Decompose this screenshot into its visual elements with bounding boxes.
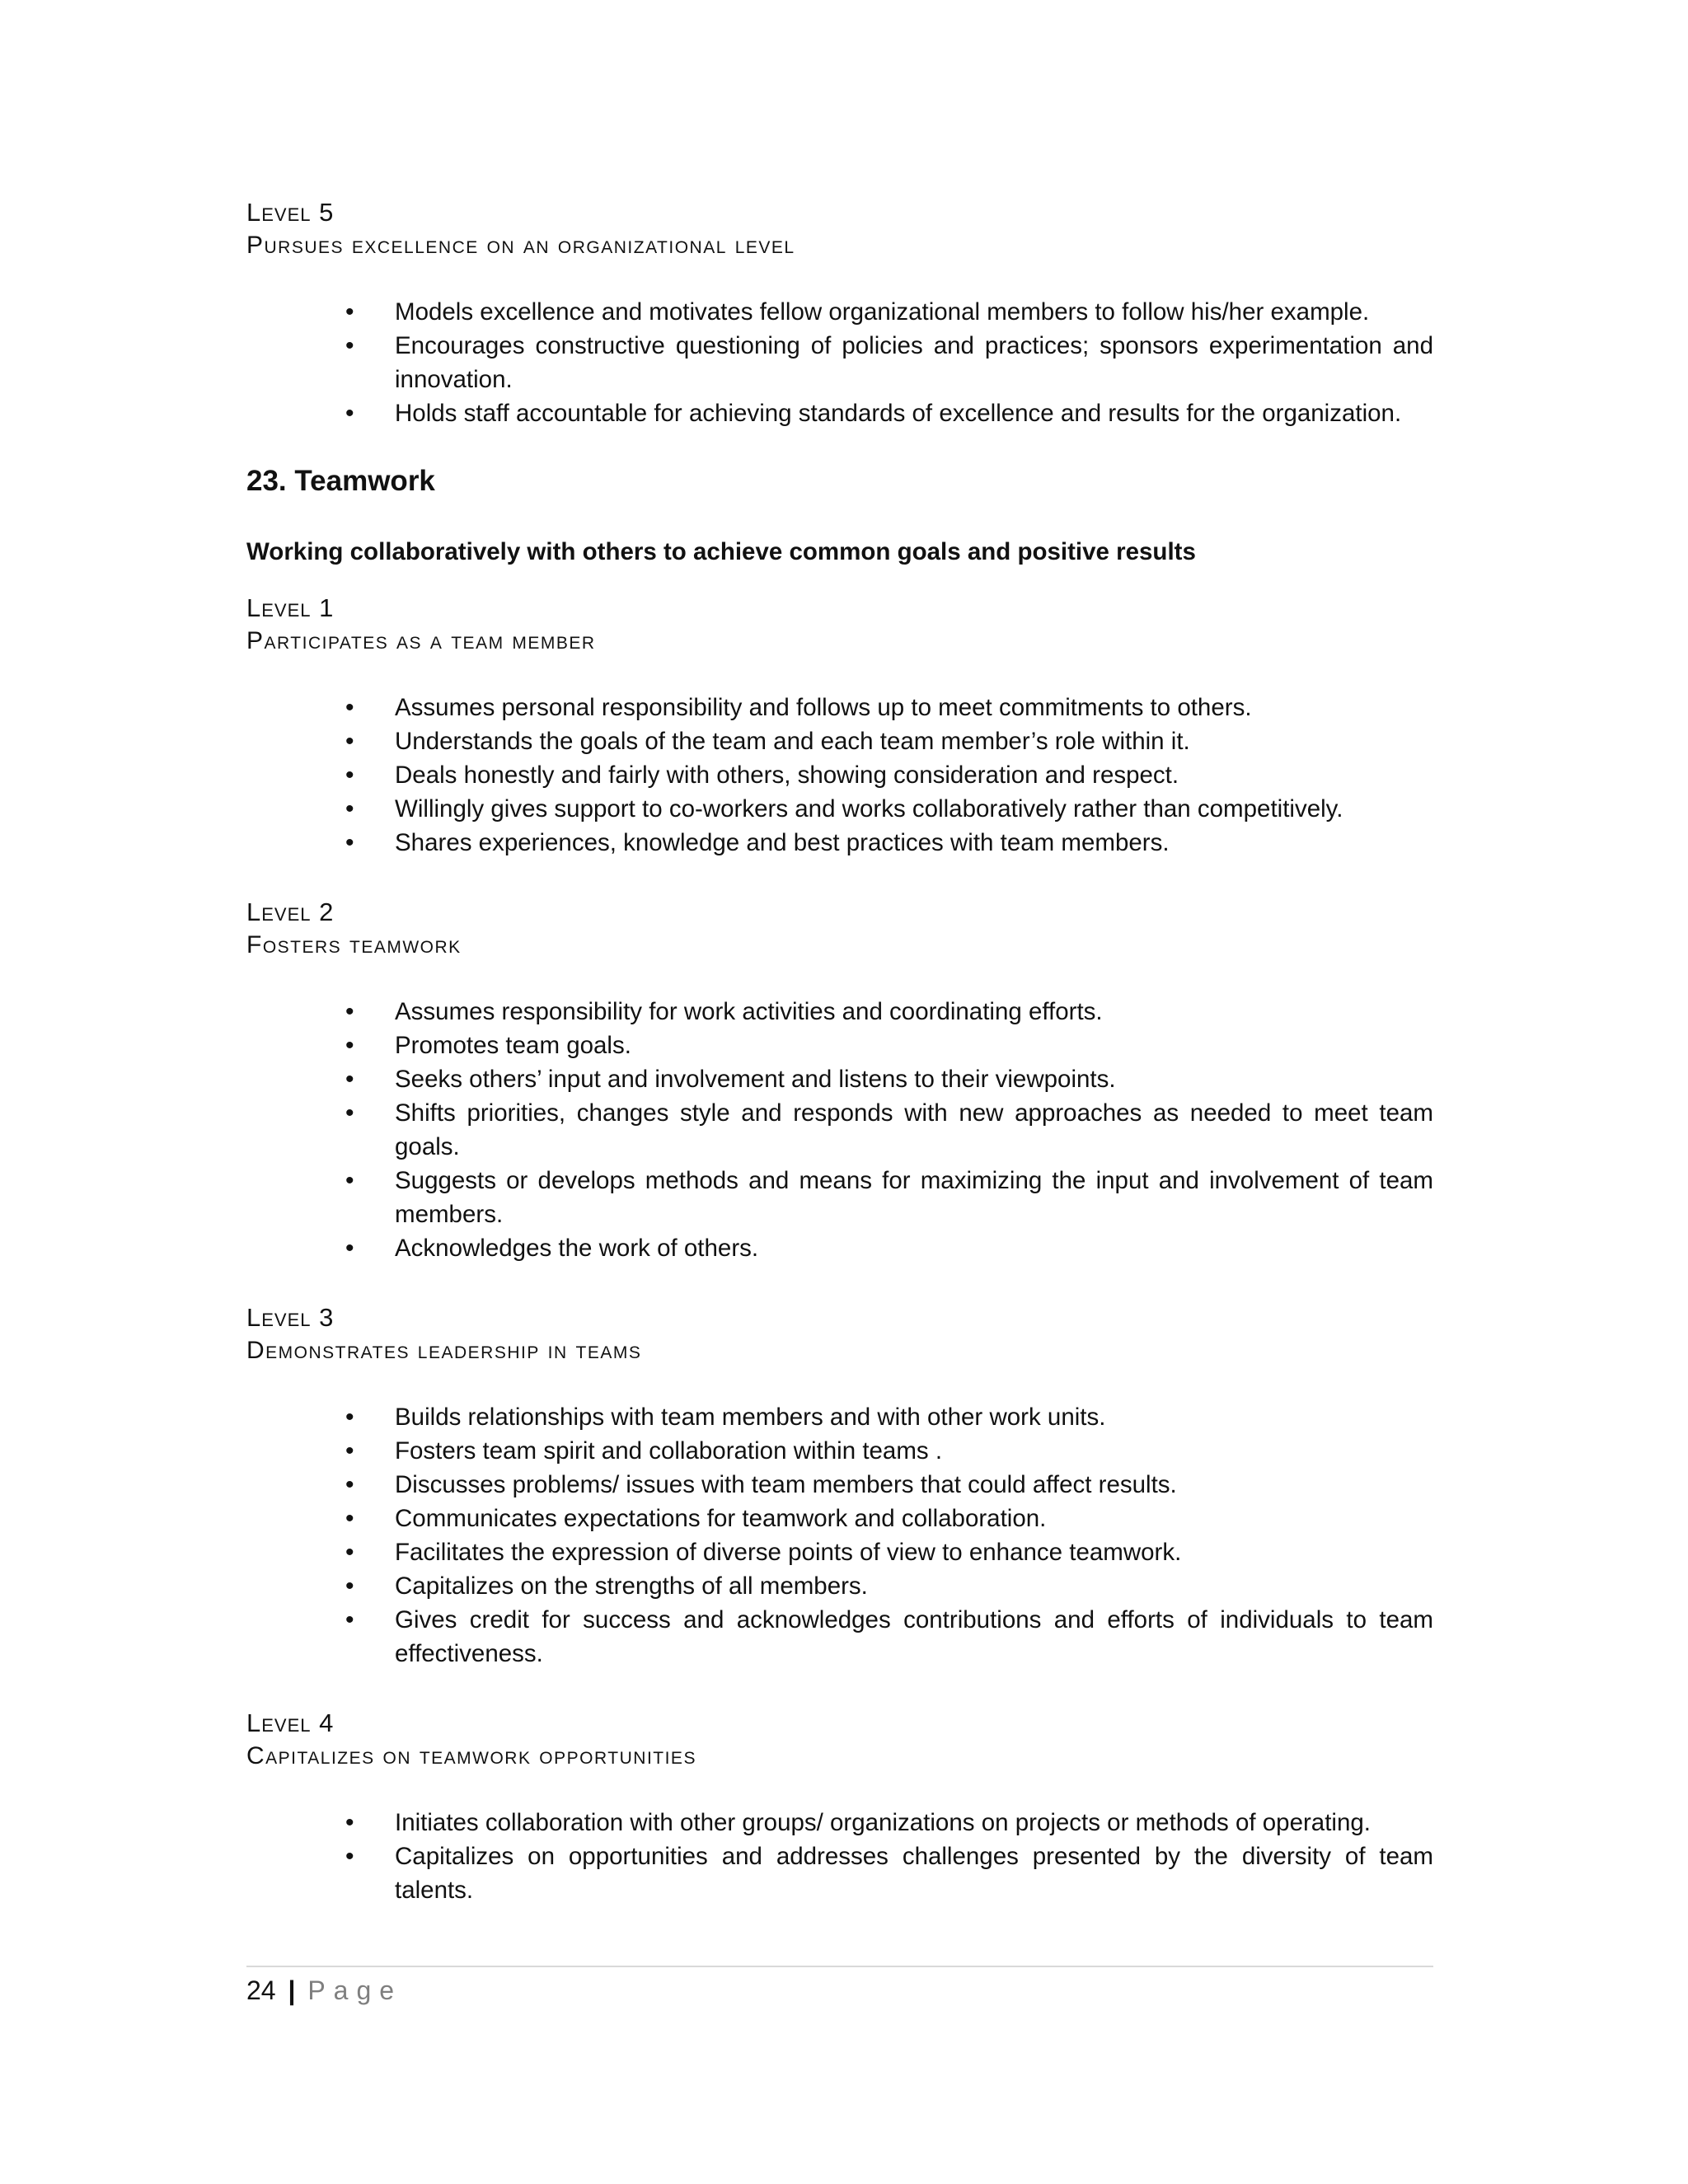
page-separator: | (288, 1975, 296, 2005)
level-title: Fosters teamwork (246, 931, 462, 958)
level-block-2 (246, 896, 1433, 1265)
level-number: Level 3 (246, 1303, 335, 1332)
level-bullet-list (246, 995, 1433, 1265)
list-item: • Builds relationships with team members and with other work units. (246, 1400, 1433, 1434)
level-bullet-list (246, 691, 1433, 860)
level-bullet-list (246, 1400, 1433, 1671)
list-item: • Promotes team goals. (246, 1029, 1433, 1062)
level-block-4 (246, 1707, 1433, 1907)
level-block-3 (246, 1301, 1433, 1671)
section-title: 23. Teamwork (246, 465, 435, 497)
page-content (246, 196, 1433, 1907)
level-title: Pursues excellence on an organizational level (246, 232, 795, 259)
list-item: • Seeks others’ input and involvement and listens to their viewpoints. (246, 1062, 1433, 1096)
page-number-label (246, 1974, 1433, 2007)
list-item: • Shifts priorities, changes style and responds with new approaches as needed to meet team goals. (246, 1096, 1433, 1164)
section-description: Working collaboratively with others to achieve common goals and positive results (246, 538, 1196, 565)
level-bullet-list (246, 1806, 1433, 1907)
list-item: • Suggests or develops methods and means for maximizing the input and involvement of team members. (246, 1164, 1433, 1231)
list-item: • Models excellence and motivates fellow organizational members to follow his/her example. (246, 295, 1433, 329)
list-item: • Fosters team spirit and collaboration within teams . (246, 1434, 1433, 1468)
list-item: • Assumes personal responsibility and follows up to meet commitments to others. (246, 691, 1433, 724)
level-number: Level 2 (246, 898, 335, 926)
list-item: • Initiates collaboration with other groups/ organizations on projects or methods of operating. (246, 1806, 1433, 1840)
list-item: • Shares experiences, knowledge and best practices with team members. (246, 826, 1433, 860)
list-item: • Deals honestly and fairly with others, showing consideration and respect. (246, 758, 1433, 792)
list-item: • Willingly gives support to co-workers and works collaboratively rather than competitively. (246, 792, 1433, 826)
list-item: • Assumes responsibility for work activities and coordinating efforts. (246, 995, 1433, 1029)
list-item: • Acknowledges the work of others. (246, 1231, 1433, 1265)
list-item: • Encourages constructive questioning of policies and practices; sponsors experimentation and innovation. (246, 329, 1433, 396)
level-bullet-list (246, 295, 1433, 430)
level-title: Participates as a team member (246, 627, 596, 654)
level-number: Level 5 (246, 198, 335, 227)
list-item: • Understands the goals of the team and each team member’s role within it. (246, 724, 1433, 758)
list-item: • Holds staff accountable for achieving standards of excellence and results for the organization. (246, 396, 1433, 430)
list-item: • Facilitates the expression of diverse points of view to enhance teamwork. (246, 1535, 1433, 1569)
level-title: Capitalizes on teamwork opportunities (246, 1742, 696, 1769)
page-footer (246, 1966, 1433, 2007)
footer-divider (246, 1966, 1433, 1967)
list-item: • Capitalizes on the strengths of all members. (246, 1569, 1433, 1603)
list-item: • Discusses problems/ issues with team members that could affect results. (246, 1468, 1433, 1502)
level-block-1 (246, 592, 1433, 860)
page-label: Page (307, 1975, 403, 2005)
list-item: • Gives credit for success and acknowledges contributions and efforts of individuals to team effectiveness. (246, 1603, 1433, 1671)
page-number: 24 (246, 1975, 276, 2005)
level-title: Demonstrates leadership in teams (246, 1337, 642, 1364)
list-item: • Communicates expectations for teamwork and collaboration. (246, 1502, 1433, 1535)
level-block-5 (246, 196, 1433, 430)
level-number: Level 4 (246, 1708, 335, 1737)
level-number: Level 1 (246, 593, 335, 622)
list-item: • Capitalizes on opportunities and addresses challenges presented by the diversity of team talents. (246, 1840, 1433, 1907)
